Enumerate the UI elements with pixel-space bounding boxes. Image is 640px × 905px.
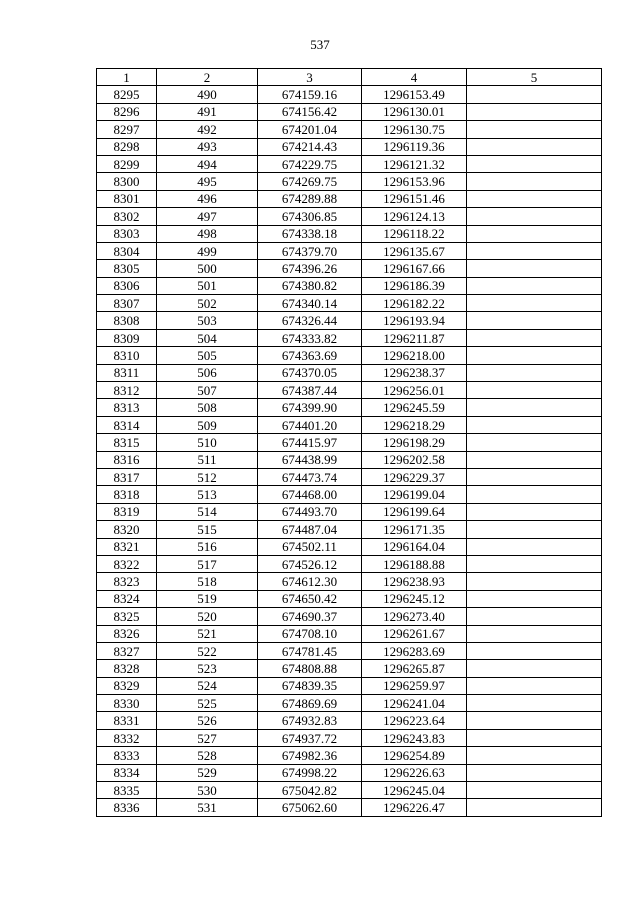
- table-cell: 526: [157, 712, 258, 729]
- table-cell: 8295: [97, 86, 157, 103]
- table-row: [97, 295, 602, 312]
- table-cell: 509: [157, 416, 258, 433]
- column-header: 2: [157, 69, 258, 86]
- table-cell: 529: [157, 764, 258, 781]
- table-cell: [467, 347, 602, 364]
- column-header: 4: [362, 69, 467, 86]
- table-cell: 674998.22: [258, 764, 362, 781]
- table-cell: [467, 364, 602, 381]
- table-cell: 8328: [97, 660, 157, 677]
- table-cell: 1296238.93: [362, 573, 467, 590]
- table-cell: [467, 799, 602, 816]
- table-cell: 499: [157, 242, 258, 259]
- table-cell: [467, 451, 602, 468]
- table-cell: 1296153.49: [362, 86, 467, 103]
- table-cell: 498: [157, 225, 258, 242]
- table-cell: [467, 434, 602, 451]
- table-cell: 8323: [97, 573, 157, 590]
- table-row: [97, 190, 602, 207]
- table-row: [97, 225, 602, 242]
- table-cell: 1296119.36: [362, 138, 467, 155]
- column-header: 1: [97, 69, 157, 86]
- table-cell: 675062.60: [258, 799, 362, 816]
- table-cell: 1296151.46: [362, 190, 467, 207]
- table-cell: [467, 538, 602, 555]
- table-cell: 8303: [97, 225, 157, 242]
- table-cell: 674468.00: [258, 486, 362, 503]
- table-cell: 674269.75: [258, 173, 362, 190]
- table-row: [97, 712, 602, 729]
- table-cell: 8321: [97, 538, 157, 555]
- header-row: [97, 69, 602, 86]
- table-cell: 1296229.37: [362, 468, 467, 485]
- table-cell: 8305: [97, 260, 157, 277]
- table-cell: 8301: [97, 190, 157, 207]
- table-cell: 674401.20: [258, 416, 362, 433]
- table-cell: 1296273.40: [362, 608, 467, 625]
- table-cell: 521: [157, 625, 258, 642]
- table-cell: [467, 625, 602, 642]
- table-cell: 8332: [97, 729, 157, 746]
- table-cell: 8296: [97, 103, 157, 120]
- table-cell: 1296254.89: [362, 747, 467, 764]
- table-cell: 496: [157, 190, 258, 207]
- table-row: [97, 590, 602, 607]
- table-cell: 527: [157, 729, 258, 746]
- table-cell: 1296130.01: [362, 103, 467, 120]
- table-cell: 1296167.66: [362, 260, 467, 277]
- table-cell: 674229.75: [258, 155, 362, 172]
- table-cell: 525: [157, 695, 258, 712]
- table-cell: 8320: [97, 521, 157, 538]
- table-cell: 674932.83: [258, 712, 362, 729]
- table-cell: [467, 86, 602, 103]
- table-cell: [467, 590, 602, 607]
- table-cell: 674487.04: [258, 521, 362, 538]
- table-row: [97, 468, 602, 485]
- table-cell: 8330: [97, 695, 157, 712]
- table-cell: 491: [157, 103, 258, 120]
- table-cell: [467, 329, 602, 346]
- table-cell: [467, 747, 602, 764]
- table-cell: 8308: [97, 312, 157, 329]
- table-row: [97, 312, 602, 329]
- table-cell: 1296218.00: [362, 347, 467, 364]
- table-cell: 8336: [97, 799, 157, 816]
- table-cell: 514: [157, 503, 258, 520]
- table-row: [97, 103, 602, 120]
- table-row: [97, 434, 602, 451]
- table-cell: 8306: [97, 277, 157, 294]
- table-cell: 674502.11: [258, 538, 362, 555]
- table-cell: 8324: [97, 590, 157, 607]
- table-cell: 511: [157, 451, 258, 468]
- table-row: [97, 242, 602, 259]
- table-cell: 1296186.39: [362, 277, 467, 294]
- table-cell: [467, 225, 602, 242]
- table-cell: [467, 660, 602, 677]
- table-cell: [467, 190, 602, 207]
- table-row: [97, 486, 602, 503]
- table-cell: 520: [157, 608, 258, 625]
- table-cell: 674306.85: [258, 208, 362, 225]
- table-cell: 1296193.94: [362, 312, 467, 329]
- table-cell: 8309: [97, 329, 157, 346]
- table-cell: 1296245.12: [362, 590, 467, 607]
- table-cell: 1296223.64: [362, 712, 467, 729]
- table-cell: 506: [157, 364, 258, 381]
- table-cell: 674937.72: [258, 729, 362, 746]
- table-row: [97, 121, 602, 138]
- table-row: [97, 764, 602, 781]
- table-cell: 8315: [97, 434, 157, 451]
- table-cell: 1296256.01: [362, 382, 467, 399]
- table-cell: [467, 138, 602, 155]
- table-cell: [467, 173, 602, 190]
- table-cell: 8304: [97, 242, 157, 259]
- table-cell: 1296188.88: [362, 555, 467, 572]
- table-cell: 1296199.04: [362, 486, 467, 503]
- table-row: [97, 347, 602, 364]
- table-cell: 1296218.29: [362, 416, 467, 433]
- table-cell: 674808.88: [258, 660, 362, 677]
- table-cell: [467, 208, 602, 225]
- table-row: [97, 660, 602, 677]
- table-cell: 674708.10: [258, 625, 362, 642]
- table-cell: 508: [157, 399, 258, 416]
- table-cell: 530: [157, 782, 258, 799]
- table-cell: [467, 555, 602, 572]
- table-cell: 674415.97: [258, 434, 362, 451]
- table-cell: 519: [157, 590, 258, 607]
- table-cell: 493: [157, 138, 258, 155]
- table-cell: 674159.16: [258, 86, 362, 103]
- table-cell: [467, 277, 602, 294]
- table-cell: 8334: [97, 764, 157, 781]
- table-cell: [467, 503, 602, 520]
- table-cell: [467, 521, 602, 538]
- table-cell: 1296265.87: [362, 660, 467, 677]
- table-cell: 8317: [97, 468, 157, 485]
- table-cell: 1296118.22: [362, 225, 467, 242]
- table-cell: 1296245.59: [362, 399, 467, 416]
- table-cell: 501: [157, 277, 258, 294]
- table-cell: 500: [157, 260, 258, 277]
- table-row: [97, 747, 602, 764]
- table-row: [97, 364, 602, 381]
- table-cell: 490: [157, 86, 258, 103]
- table-cell: 510: [157, 434, 258, 451]
- table-cell: [467, 312, 602, 329]
- table-cell: 515: [157, 521, 258, 538]
- table-cell: 518: [157, 573, 258, 590]
- table-cell: [467, 677, 602, 694]
- table-cell: 507: [157, 382, 258, 399]
- table-body: [97, 86, 602, 816]
- table-cell: 8313: [97, 399, 157, 416]
- column-header: 5: [467, 69, 602, 86]
- table-cell: 674338.18: [258, 225, 362, 242]
- table-cell: 494: [157, 155, 258, 172]
- table-cell: 502: [157, 295, 258, 312]
- table-row: [97, 503, 602, 520]
- table-cell: 674396.26: [258, 260, 362, 277]
- table-cell: [467, 382, 602, 399]
- table-cell: 8312: [97, 382, 157, 399]
- table-cell: 528: [157, 747, 258, 764]
- table-cell: [467, 764, 602, 781]
- table-cell: 1296238.37: [362, 364, 467, 381]
- table-cell: 8318: [97, 486, 157, 503]
- table-cell: 497: [157, 208, 258, 225]
- table-cell: 674289.88: [258, 190, 362, 207]
- table-cell: 505: [157, 347, 258, 364]
- table-cell: [467, 103, 602, 120]
- table-cell: 674473.74: [258, 468, 362, 485]
- table-cell: 8298: [97, 138, 157, 155]
- table-cell: 1296283.69: [362, 642, 467, 659]
- table-cell: 1296261.67: [362, 625, 467, 642]
- table-cell: 523: [157, 660, 258, 677]
- table-row: [97, 138, 602, 155]
- table-cell: 524: [157, 677, 258, 694]
- table-row: [97, 729, 602, 746]
- table-row: [97, 86, 602, 103]
- table-cell: 1296211.87: [362, 329, 467, 346]
- table-cell: [467, 295, 602, 312]
- table-cell: 674326.44: [258, 312, 362, 329]
- table-cell: 8322: [97, 555, 157, 572]
- table-cell: 674340.14: [258, 295, 362, 312]
- table-cell: 1296202.58: [362, 451, 467, 468]
- table-cell: 674493.70: [258, 503, 362, 520]
- table-cell: 674333.82: [258, 329, 362, 346]
- table-cell: 8310: [97, 347, 157, 364]
- table-cell: 674156.42: [258, 103, 362, 120]
- table-cell: 674690.37: [258, 608, 362, 625]
- table-cell: 1296130.75: [362, 121, 467, 138]
- table-cell: 8331: [97, 712, 157, 729]
- table-cell: [467, 573, 602, 590]
- table-cell: 513: [157, 486, 258, 503]
- table-cell: 674387.44: [258, 382, 362, 399]
- table-cell: [467, 242, 602, 259]
- table-cell: 674214.43: [258, 138, 362, 155]
- table-cell: 8297: [97, 121, 157, 138]
- table-cell: 674399.90: [258, 399, 362, 416]
- table-row: [97, 382, 602, 399]
- table-cell: [467, 260, 602, 277]
- table-row: [97, 155, 602, 172]
- table-cell: 674370.05: [258, 364, 362, 381]
- table-cell: 8325: [97, 608, 157, 625]
- table-row: [97, 416, 602, 433]
- table-cell: 1296259.97: [362, 677, 467, 694]
- table-cell: 1296182.22: [362, 295, 467, 312]
- table-cell: 1296226.47: [362, 799, 467, 816]
- table-row: [97, 782, 602, 799]
- table-cell: 674379.70: [258, 242, 362, 259]
- table-cell: 8316: [97, 451, 157, 468]
- table-cell: 1296243.83: [362, 729, 467, 746]
- table-cell: 492: [157, 121, 258, 138]
- table-cell: 517: [157, 555, 258, 572]
- table-cell: [467, 486, 602, 503]
- table-cell: 8311: [97, 364, 157, 381]
- table-cell: 1296121.32: [362, 155, 467, 172]
- table-cell: [467, 155, 602, 172]
- table-row: [97, 451, 602, 468]
- table-cell: [467, 416, 602, 433]
- table-row: [97, 399, 602, 416]
- table-cell: 516: [157, 538, 258, 555]
- table-cell: 1296198.29: [362, 434, 467, 451]
- table-cell: 674612.30: [258, 573, 362, 590]
- table-cell: [467, 729, 602, 746]
- table-cell: 674438.99: [258, 451, 362, 468]
- table-cell: 8319: [97, 503, 157, 520]
- table-row: [97, 642, 602, 659]
- table-cell: 675042.82: [258, 782, 362, 799]
- table-cell: [467, 712, 602, 729]
- table-cell: 1296164.04: [362, 538, 467, 555]
- table-row: [97, 260, 602, 277]
- column-header: 3: [258, 69, 362, 86]
- table-cell: [467, 121, 602, 138]
- table-cell: 522: [157, 642, 258, 659]
- table-cell: [467, 642, 602, 659]
- table-row: [97, 538, 602, 555]
- table-row: [97, 555, 602, 572]
- table-row: [97, 277, 602, 294]
- page-number: 537: [310, 37, 330, 52]
- table-row: [97, 329, 602, 346]
- table-cell: 1296226.63: [362, 764, 467, 781]
- table-row: [97, 695, 602, 712]
- table-cell: 8299: [97, 155, 157, 172]
- table-row: [97, 625, 602, 642]
- table-cell: 8335: [97, 782, 157, 799]
- table-cell: 495: [157, 173, 258, 190]
- table-cell: 1296171.35: [362, 521, 467, 538]
- table-cell: 674380.82: [258, 277, 362, 294]
- table-cell: 8327: [97, 642, 157, 659]
- table-cell: 674781.45: [258, 642, 362, 659]
- table-cell: 674650.42: [258, 590, 362, 607]
- table-row: [97, 521, 602, 538]
- table-row: [97, 573, 602, 590]
- table-cell: 1296245.04: [362, 782, 467, 799]
- table-header: [97, 69, 602, 86]
- table-row: [97, 608, 602, 625]
- table-cell: 1296124.13: [362, 208, 467, 225]
- table-row: [97, 799, 602, 816]
- table-cell: [467, 468, 602, 485]
- table-cell: 674839.35: [258, 677, 362, 694]
- table-cell: [467, 782, 602, 799]
- table-cell: 8329: [97, 677, 157, 694]
- table-cell: 503: [157, 312, 258, 329]
- table-cell: 531: [157, 799, 258, 816]
- table-cell: 504: [157, 329, 258, 346]
- table-cell: [467, 399, 602, 416]
- table-cell: [467, 608, 602, 625]
- table-cell: 674526.12: [258, 555, 362, 572]
- table-cell: 674363.69: [258, 347, 362, 364]
- table-cell: [467, 695, 602, 712]
- table-cell: 512: [157, 468, 258, 485]
- table-cell: 8333: [97, 747, 157, 764]
- table-cell: 674982.36: [258, 747, 362, 764]
- table-cell: 1296153.96: [362, 173, 467, 190]
- table-row: [97, 208, 602, 225]
- coordinates-table: [96, 68, 602, 817]
- table-cell: 1296199.64: [362, 503, 467, 520]
- table-cell: 8314: [97, 416, 157, 433]
- table-cell: 8302: [97, 208, 157, 225]
- table-cell: 8307: [97, 295, 157, 312]
- table-row: [97, 173, 602, 190]
- table-cell: 674201.04: [258, 121, 362, 138]
- table-cell: 1296241.04: [362, 695, 467, 712]
- table-cell: 674869.69: [258, 695, 362, 712]
- table-cell: 8300: [97, 173, 157, 190]
- table-cell: 1296135.67: [362, 242, 467, 259]
- table-row: [97, 677, 602, 694]
- table-cell: 8326: [97, 625, 157, 642]
